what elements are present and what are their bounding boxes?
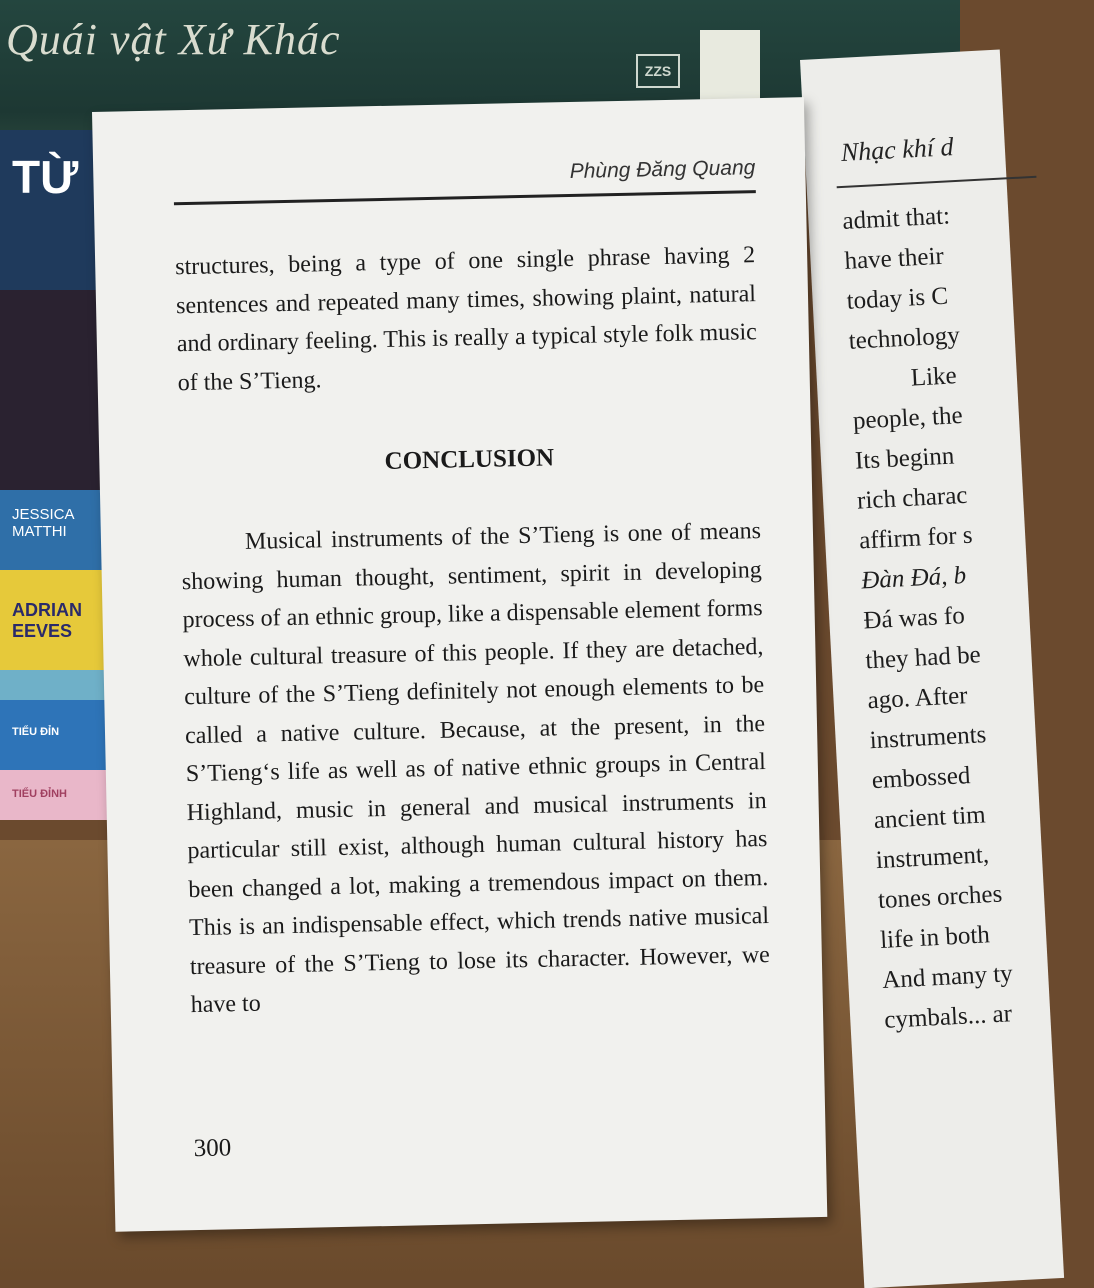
text-line: ago. After xyxy=(866,682,969,715)
text-line: embossed xyxy=(871,762,971,795)
text-line: And many ty xyxy=(881,960,1014,994)
text-line: people, the xyxy=(852,402,964,435)
text-line: life in both xyxy=(879,921,991,954)
page-body xyxy=(175,236,771,1024)
section-heading: CONCLUSION xyxy=(384,444,555,475)
text-line: have their xyxy=(843,242,945,275)
text-line: admit that: xyxy=(841,202,951,235)
book-spine: TIỂU ĐỈN xyxy=(0,700,120,770)
text-line: Like xyxy=(910,362,958,392)
text-line: today is C xyxy=(845,282,949,315)
right-head-rule xyxy=(837,176,1037,188)
book-spine xyxy=(0,670,120,700)
text-line: instrument, xyxy=(875,841,990,875)
text-line: Đá was fo xyxy=(862,602,966,635)
page-number: 300 xyxy=(193,1134,232,1163)
paragraph-structures: structures, being a type of one single phrase having 2 sentences and repeated many times, showing plaint, natural and ordinary feeling. This is really a typical style folk music of the S’Tieng. xyxy=(174,242,758,396)
text-line: Đàn Đá, b xyxy=(860,562,967,595)
text-line: rich charac xyxy=(856,481,969,515)
book-spine: ADRIAN EEVES xyxy=(0,570,120,670)
text-line: they had be xyxy=(864,641,982,675)
book-spine: JESSICA MATTHI xyxy=(0,490,120,570)
publisher-logo-icon: ZZS xyxy=(636,54,680,88)
text-line: affirm for s xyxy=(858,521,974,555)
running-head: Phùng Đăng Quang xyxy=(569,156,756,184)
text-line: technology xyxy=(848,322,961,355)
header-rule xyxy=(174,190,756,205)
paragraph-conclusion: Musical instruments of the S’Tieng is one of means showing human thought, sentiment, spirit in developing process of an ethnic group, like a dispensable element forms whole cultural treasure of this people. If they are detached, culture of the S’Tieng definitely not enough elements to be called a native culture. Because, at the present, in the S’Tieng‘s life as well as of native ethnic groups in Central Highland, music in general and musical instruments in particular still exist, although human cultural history has been changed a lot, making a tremendous impact on them. This is an indispensable effect, which trends native musical treasure of the S’Tieng to lose its character. However, we have to xyxy=(181,518,771,1019)
book-spine: TỪ xyxy=(0,130,120,290)
right-page-text xyxy=(842,201,1016,1047)
background-book-title: Quái vật Xứ Khác xyxy=(6,15,341,64)
text-line: tones orches xyxy=(877,880,1003,915)
tree-logo-icon xyxy=(700,30,760,100)
book-spine: TIỂU ĐỈNH xyxy=(0,770,120,820)
text-line: ancient tim xyxy=(873,801,987,835)
book-page xyxy=(92,97,827,1232)
text-line: instruments xyxy=(869,721,987,755)
right-running-head: Nhạc khí d xyxy=(840,132,955,167)
text-line: Its beginn xyxy=(854,442,955,475)
text-line: cymbals... ar xyxy=(883,1000,1013,1034)
